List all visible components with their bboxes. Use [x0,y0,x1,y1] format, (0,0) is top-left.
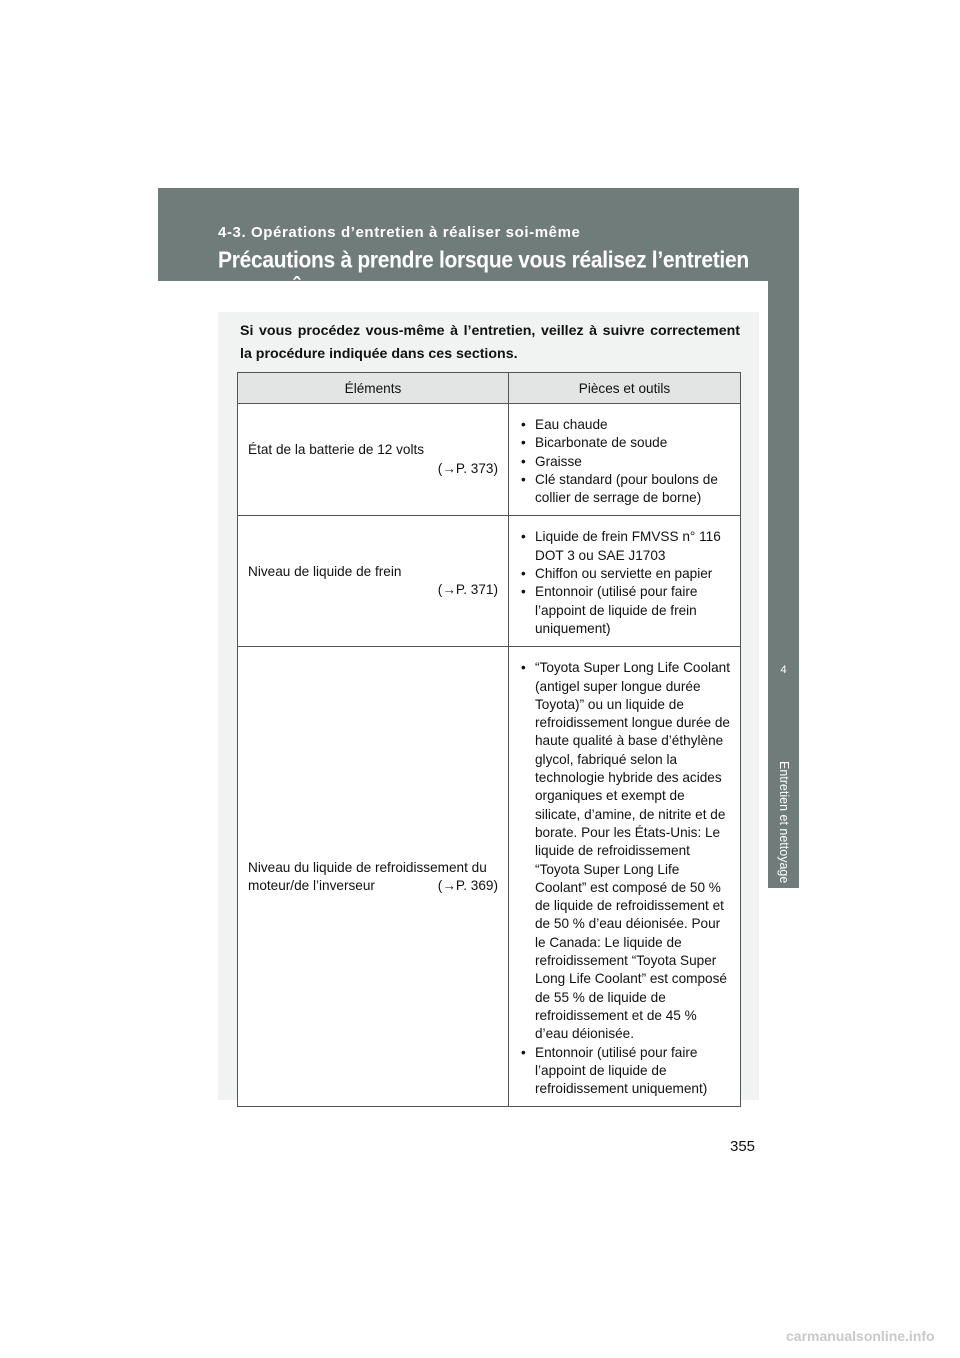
item-text: Niveau du liquide de refroidissement du moteur/de l’inverseur [248,859,487,893]
bullet-icon: • [521,435,526,451]
page-number: 355 [730,1138,756,1155]
table-row [238,647,741,1107]
list-item [521,416,732,434]
item-text: État de la batterie de 12 volts [248,442,425,458]
list-item [521,583,732,638]
tools-list [521,528,732,638]
item-cell [238,404,509,516]
list-item [521,471,732,508]
list-item [521,434,732,452]
header-items: Éléments [238,373,509,404]
tool-text: “Toyota Super Long Life Coolant (antigel super longue durée Toyota)” ou un liquide de refroidissement longue durée de haute qualité à base d’éthylène glycol, fabriqué selon la technologie hybride des acides organiques et exempt de silicate, d’amine, de nitrite et de borate. Pour les États-Unis: Le liquide de refroidissement “Toyota Super Long Life Coolant” est composé de 50 % de liquide de refroidissement et de 50 % d’eau déionisée. Pour le Canada: Le liquide de refroidissement “Toyota Super Long Life Coolant” est composé de 55 % de liquide de refroidissement et de 45 % d’eau déionisée. [535,660,730,1042]
maintenance-table [237,372,741,1107]
tool-text: Graisse [535,453,582,469]
chapter-tab [768,281,799,888]
tool-text: Chiffon ou serviette en papier [535,566,713,582]
chapter-number: 4 [780,664,787,676]
list-item [521,565,732,583]
bullet-icon: • [521,453,526,469]
watermark: carmanualsonline.info [786,1328,935,1344]
list-item [521,1044,732,1099]
tool-text: Bicarbonate de soude [535,435,668,451]
tool-text: Entonnoir (utilisé pour faire l’appoint de liquide de frein uniquement) [535,584,698,636]
table-row [238,516,741,647]
tool-text: Eau chaude [535,417,608,432]
bullet-icon: • [521,1044,526,1060]
table-header-row [238,373,741,404]
tool-text: Clé standard (pour boulons de collier de serrage de borne) [535,471,718,506]
section-label: 4-3. Opérations d’entretien à réaliser soi-même [218,224,581,241]
tools-cell [509,404,741,516]
bullet-icon: • [521,660,526,676]
bullet-icon: • [521,417,526,432]
tools-list [521,659,732,1098]
tools-cell [509,516,741,647]
table-row [238,404,741,516]
item-cell [238,516,509,647]
bullet-icon: • [521,566,526,582]
page-title: Précautions à prendre lorsque vous réalisez l’entretien vous-même [218,248,749,299]
bullet-icon: • [521,529,526,545]
list-item [521,528,732,565]
section-header [158,188,799,299]
list-item [521,453,732,471]
bullet-icon: • [521,584,526,600]
tools-list [521,416,732,507]
page-reference: (→P. 373) [437,460,498,476]
list-item [521,659,732,1043]
bullet-icon: • [521,471,526,487]
tool-text: Liquide de frein FMVSS n° 116 DOT 3 ou SAE J1703 [535,529,721,563]
item-text: Niveau de liquide de frein [248,564,402,580]
tools-cell [509,647,741,1107]
intro-text: Si vous procédez vous-même à l’entretien, veillez à suivre correctement la procédure indiquée dans ces sections. [240,323,740,362]
header-tools: Pièces et outils [509,373,741,404]
item-cell [238,647,509,1107]
page-reference: (→P. 371) [437,582,498,598]
page-reference: (→P. 369) [437,877,498,893]
chapter-label: Entretien et nettoyage [777,761,791,884]
chapter-label-wrap [775,761,793,884]
tool-text: Entonnoir (utilisé pour faire l’appoint de liquide de refroidissement uniquement) [535,1044,708,1097]
